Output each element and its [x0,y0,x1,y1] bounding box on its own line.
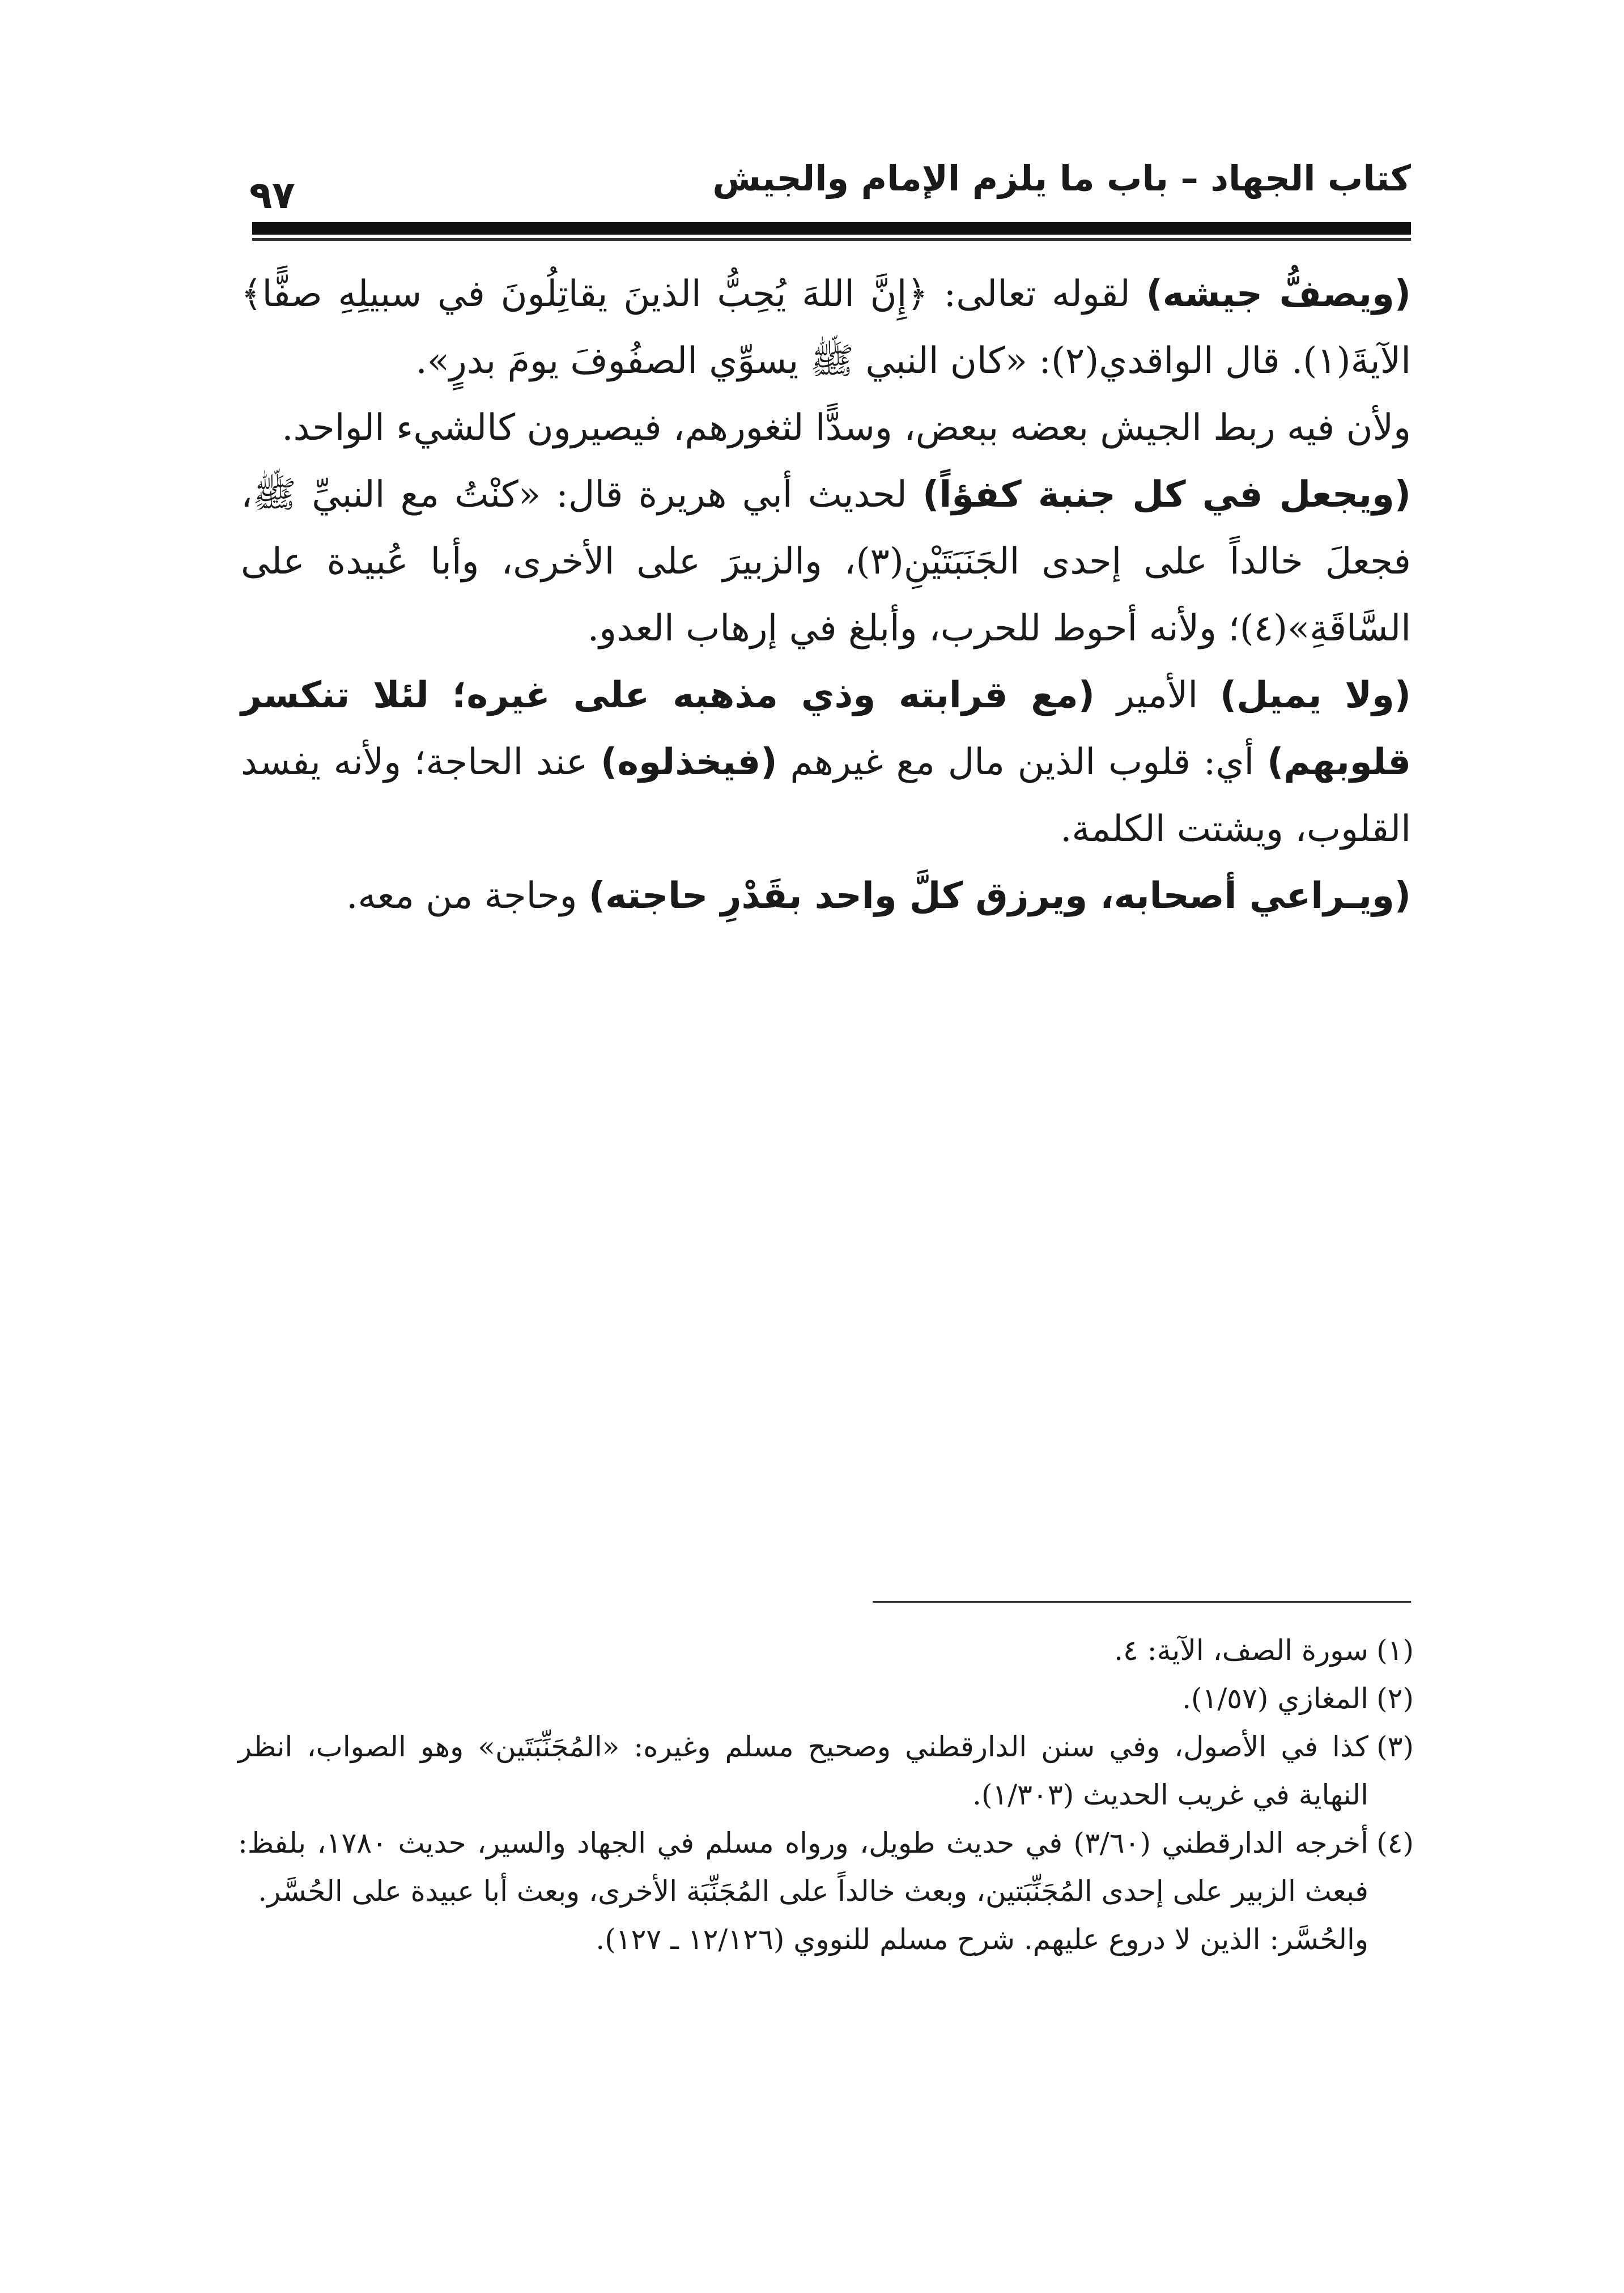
footnote-text: سورة الصف، الآية: ٤. [1114,1634,1368,1667]
commentary-text: أي: قلوب الذين مال مع غيرهم [777,741,1268,783]
footnote-number: (١) [1376,1634,1414,1667]
commentary-text: لحديث أبي هريرة قال: «كنْتُ مع النبيِّ ﷺ، فجعلَ خالداً على إحدى الجَنَبَتَيْنِ(٣)، والزبيرَ على الأخرى، وأبا عُبيدة على السَّاقَةِ»(٤)؛ ولأنه أحوط للحرب، وأبلغ في إرهاب العدو. [241,474,1412,649]
footnote-1 [238,1627,1414,1675]
footnote-number: (٢) [1376,1682,1414,1715]
running-title: كتاب الجهاد – باب ما يلزم الإمام والجيش [712,158,1411,199]
paragraph-1 [241,261,1411,394]
paragraph-4 [241,662,1411,863]
commentary-text: الأمير [1095,674,1221,716]
footnote-3 [238,1723,1414,1819]
footnote-text: المغازي (١/٥٧). [1182,1682,1368,1715]
commentary-text: لقوله تعالى: ﴿إِنَّ اللهَ يُحِبُّ الذينَ يقاتِلُونَ في سبيلِهِ صفًّا﴾ الآيةَ(١). قال الواقدي(٢): «كان النبي ﷺ يسوِّي الصفُوفَ يومَ بدرٍ». [241,273,1411,382]
matn-phrase: (مع قرابته وذي مذهبه على غيره؛ لئلا تنكسر قلوبهم) [241,674,1412,783]
paragraph-5 [241,863,1411,929]
paragraph-2 [241,394,1411,461]
matn-phrase: (ويصفُّ جيشه) [1146,273,1412,315]
body-text [241,261,1411,929]
matn-phrase: (فيخذلوه) [601,741,777,783]
footnote-number: (٤) [1376,1827,1414,1859]
page-header [249,153,1411,217]
paragraph-3 [241,461,1411,662]
commentary-text: عند الحاجة؛ ولأنه يفسد القلوب، ويشتت الكلمة. [241,741,1411,850]
footnote-4-continuation [238,1916,1414,1964]
header-rule [252,222,1411,235]
matn-phrase: (ويـراعي أصحابه، ويرزق كلَّ واحد بقَدْرِ حاجته) [588,875,1411,917]
commentary-text: وحاجة من معه. [346,875,589,917]
footnote-separator [873,1601,1411,1603]
header-rule-thin [252,238,1411,241]
footnote-number: (٣) [1376,1730,1414,1763]
footnotes [238,1627,1414,1964]
footnote-text: أخرجه الدارقطني (٣/٦٠) في حديث طويل، ورواه مسلم في الجهاد والسير، حديث ١٧٨٠، بلفظ: فبعث الزبير على إحدى المُجَنِّبَتين، وبعث خالداً على المُجَنِّبَة الأخرى، وبعث أبا عبيدة على الحُسَّر. [238,1827,1368,1908]
page-number: ٩٧ [249,173,295,217]
footnote-4 [238,1819,1414,1916]
matn-phrase: (ويجعل في كل جنبة كفؤاً) [922,474,1411,516]
footnote-text: والحُسَّر: الذين لا دروع عليهم. شرح مسلم للنووي (١٢/١٢٦ ـ ١٢٧). [596,1923,1368,1956]
footnote-2 [238,1675,1414,1723]
matn-phrase: (ولا يميل) [1220,674,1412,716]
footnote-text: كذا في الأصول، وفي سنن الدارقطني وصحيح مسلم وغيره: «المُجَنِّبَتَين» وهو الصواب، انظر النهاية في غريب الحديث (١/٣٠٣). [238,1730,1368,1811]
commentary-text: ولأن فيه ربط الجيش بعضه ببعض، وسدًّا لثغورهم، فيصيرون كالشيء الواحد. [282,407,1411,449]
